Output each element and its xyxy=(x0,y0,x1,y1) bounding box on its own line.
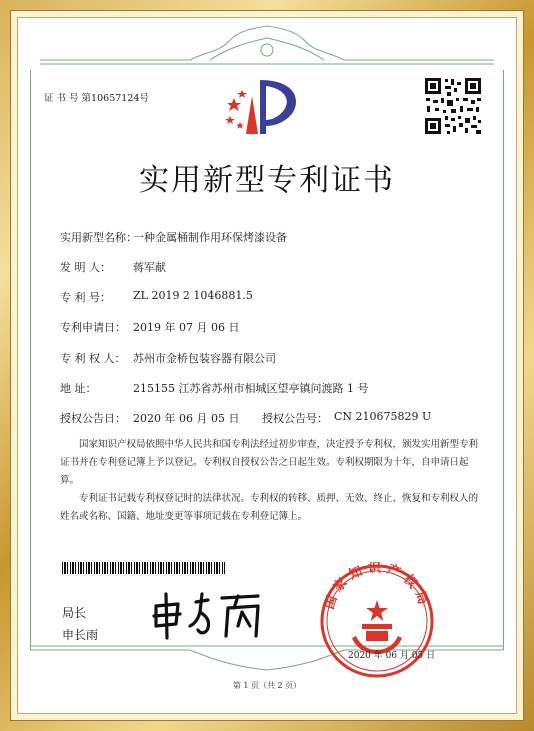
field-label-utility-model-name: 实用新型名称： xyxy=(60,231,137,244)
signature-role-label: 局长 xyxy=(62,606,87,620)
handwritten-signature xyxy=(148,590,278,642)
top-border-ornament xyxy=(40,22,494,70)
field-value-patentee: 苏州市金桥包装容器有限公司 xyxy=(133,352,276,365)
field-value-patent-number: ZL 2019 2 1046881.5 xyxy=(133,289,253,302)
seal-date: 2020 年 06 月 05 日 xyxy=(348,651,436,661)
field-label-patentee: 专 利 权 人： xyxy=(60,352,126,365)
field-label-inventor: 发 明 人： xyxy=(60,261,111,274)
grant-number-label: 授权公告号： xyxy=(262,412,328,425)
field-value-application-date: 2019 年 07 月 06 日 xyxy=(133,321,240,334)
grant-number-value: CN 210675829 U xyxy=(334,410,432,423)
field-label-application-date: 专利申请日： xyxy=(60,321,126,334)
legal-status-text: 专利证书记载专利权登记时的法律状况。专利权的转移、质押、无效、终止、恢复和专利权人的姓名或名称、国籍、地址变更等事项记载在专利登记簿上。 xyxy=(60,493,479,522)
grant-date-label: 授权公告日： xyxy=(60,412,126,425)
field-label-address: 地 址： xyxy=(60,382,97,395)
declaration-paragraph xyxy=(60,436,478,490)
qr-code xyxy=(423,76,483,136)
field-value-inventor: 蒋军献 xyxy=(133,261,166,274)
certificate-title: 实用新型专利证书 xyxy=(139,163,395,198)
declaration-text: 国家知识产权局依照中华人民共和国专利法经过初步审查，决定授予专利权，颁发实用新型专利证书并在专利登记簿上予以登记。专利权自授权公告之日起生效。专利权期限为十年，自申请日起算。 xyxy=(60,439,479,486)
cnipa-logo xyxy=(222,76,302,138)
certificate-number: 证 书 号 第10657124号 xyxy=(44,93,149,104)
official-red-seal xyxy=(318,562,436,680)
barcode xyxy=(62,562,225,574)
signatory-name: 申长雨 xyxy=(62,628,99,642)
seal-text: 国家知识产权局 xyxy=(322,562,432,612)
grant-date-value: 2020 年 06 月 05 日 xyxy=(133,412,240,425)
field-value-address: 215155 江苏省苏州市相城区望亭镇问渡路 1 号 xyxy=(133,382,369,395)
field-value-utility-model-name: 一种金属桶制作用环保烤漆设备 xyxy=(133,231,287,244)
legal-status-paragraph xyxy=(60,490,478,526)
field-label-patent-number: 专 利 号： xyxy=(60,291,111,304)
page-footer: 第 1 页（共 2 页） xyxy=(232,681,302,690)
